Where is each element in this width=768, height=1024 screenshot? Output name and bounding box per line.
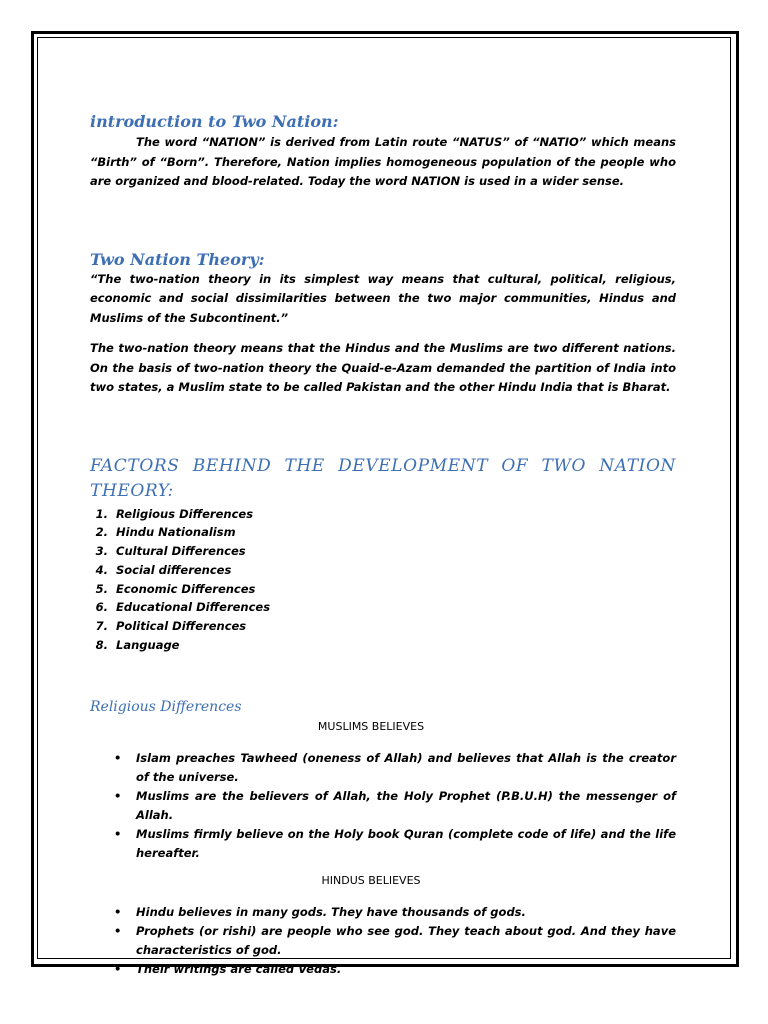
bullet-icon: •	[114, 904, 122, 919]
list-item: 4. Social differences	[112, 561, 676, 580]
bullet-icon: •	[114, 961, 122, 976]
list-item: 1. Religious Differences	[112, 505, 676, 524]
list-item: 5. Economic Differences	[112, 580, 676, 599]
bullet-icon: •	[114, 923, 122, 938]
intro-paragraph: The word “NATION” is derived from Latin route “NATUS” of “NATIO” which means “Birth” of “Born”. Therefore, Nation implies homogeneous population of the people who are organized and blood-related. Today the word NATION is used in a wider sense.	[90, 135, 676, 188]
list-item: 6. Educational Differences	[112, 598, 676, 617]
list-item: • Prophets (or rishi) are people who see god. They teach about god. And they have characteristics of god.	[114, 923, 676, 957]
intro-heading: introduction to Two Nation:	[90, 112, 339, 131]
list-item: • Islam preaches Tawheed (oneness of Allah) and believes that Allah is the creator of the universe.	[114, 750, 676, 784]
bullet-icon: •	[114, 788, 122, 803]
list-item: 7. Political Differences	[112, 617, 676, 636]
list-item: • Their writings are called Vedas.	[136, 960, 676, 979]
hindus-believes-title: HINDUS BELIEVES	[321, 873, 421, 887]
bullet-icon: •	[114, 826, 122, 841]
muslims-believes-title: MUSLIMS BELIEVES	[317, 719, 425, 733]
list-item: • Muslims firmly believe on the Holy book Quran (complete code of life) and the life hereafter.	[114, 826, 676, 860]
list-item: 2. Hindu Nationalism	[112, 523, 676, 542]
hindus-beliefs-list	[90, 903, 676, 979]
theory-paragraph: The two-nation theory means that the Hindus and the Muslims are two different nations. On the basis of two-nation theory the Quaid-e-Azam demanded the partition of India into two states, a Muslim state to be called Pakistan and the other Hindu India that is Bharat.	[90, 341, 676, 394]
factors-list	[90, 505, 676, 655]
bullet-icon: •	[114, 750, 122, 765]
theory-heading: Two Nation Theory:	[90, 249, 265, 269]
list-item: • Hindu believes in many gods. They have thousands of gods.	[136, 903, 676, 922]
religious-differences-heading: Religious Differences	[90, 698, 242, 715]
list-item: 8. Language	[112, 636, 676, 655]
muslims-beliefs-list	[90, 749, 676, 863]
list-item: 3. Cultural Differences	[112, 542, 676, 561]
document-body	[90, 108, 676, 979]
theory-quote: “The two-nation theory in its simplest way means that cultural, political, religious, economic and social dissimilarities between the two major communities, Hindus and Muslims of the Subcontinent.”	[90, 271, 676, 325]
factors-heading: FACTORS BEHIND THE DEVELOPMENT OF TWO NATION THEORY:	[90, 455, 676, 501]
list-item: • Muslims are the believers of Allah, the Holy Prophet (P.B.U.H) the messenger of Allah.	[114, 788, 676, 822]
